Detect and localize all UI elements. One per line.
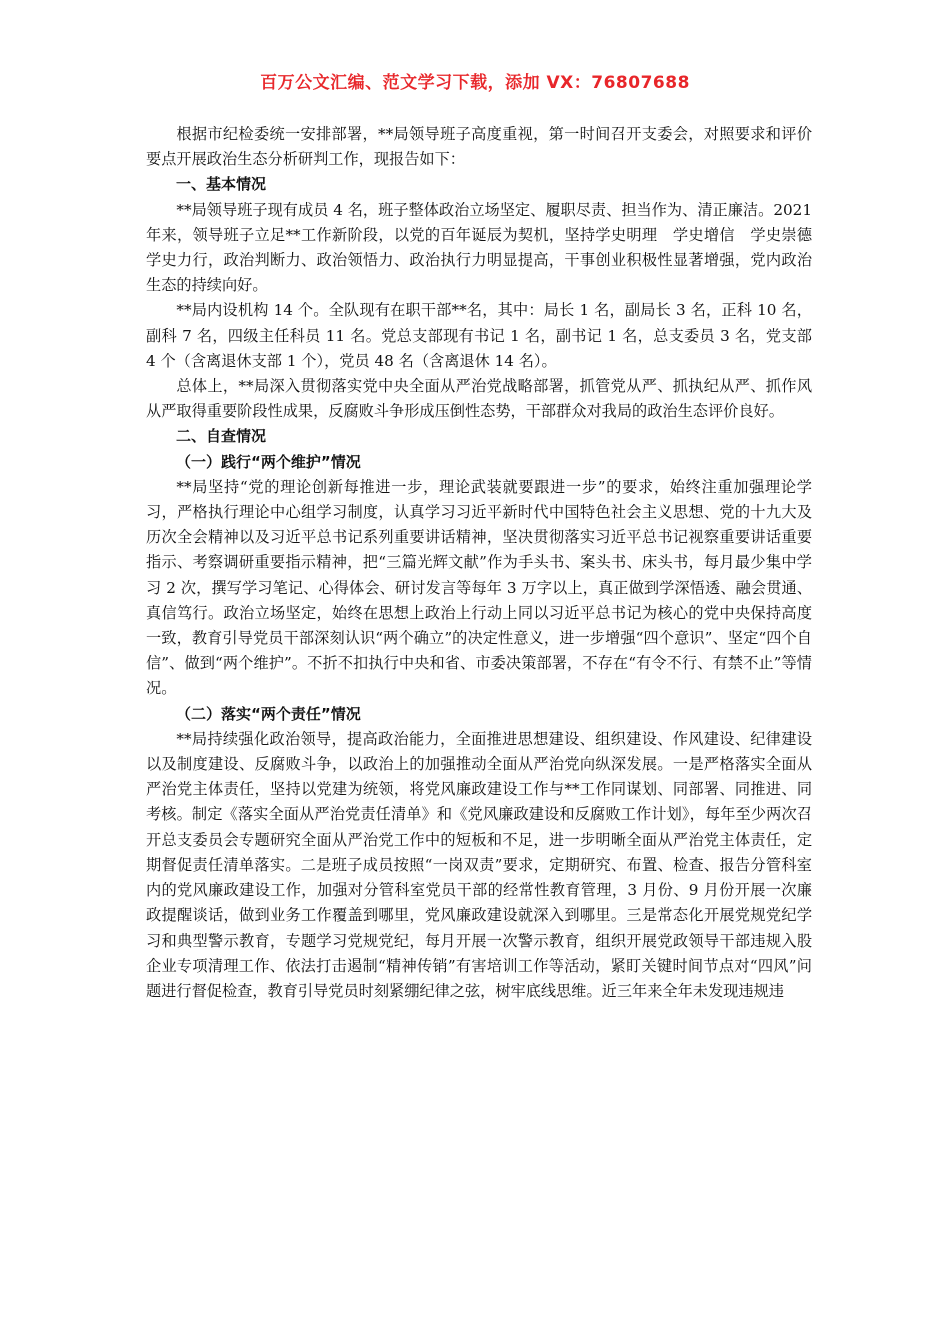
body-paragraph: **局坚持“党的理论创新每推进一步，理论武装就要跟进一步”的要求，始终注重加强理论学习，严格执行理论中心组学习制度，认真学习习近平新时代中国特色社会主义思想、党的十九大及历次全会精神以及习近平总书记系列重要讲话精神，坚决贯彻落实习近平总书记视察重要讲话重要指示、考察调研重要指示精神，把“三篇光辉文献”作为手头书、案头书、床头书，每月最少集中学习 2 次，撰写学习笔记、心得体会、研讨发言等每年 3 万字以上，真正做到学深悟透、融会贯通、真信笃行。政治立场坚定，始终在思想上政治上行动上同以习近平总书记为核心的党中央保持高度一致，教育引导党员干部深刻认识“两个确立”的决定性意义，进一步增强“四个意识”、坚定“四个自信”、做到“两个维护”。不折不扣执行中央和省、市委决策部署，不存在“有令不行、有禁不止”等情况。 <box>146 477 812 698</box>
subsection-heading-two-responsibilities: （二）落实“两个责任”情况 <box>176 704 361 723</box>
body-paragraph: 总体上，**局深入贯彻落实党中央全面从严治党战略部署，抓管党从严、抓执纪从严、抓作风从严取得重要阶段性成果，反腐败斗争形成压倒性态势，干部群众对我局的政治生态评价良好。 <box>146 377 812 421</box>
section-heading-basic: 一、基本情况 <box>176 175 267 194</box>
section-heading-self-check: 二、自查情况 <box>176 427 267 446</box>
intro-paragraph: 根据市纪检委统一安排部署，**局领导班子高度重视，第一时间召开支委会，对照要求和评价要点开展政治生态分析研判工作，现报告如下： <box>146 125 812 169</box>
subsection-heading-two-safeguards: （一）践行“两个维护”情况 <box>176 452 361 471</box>
body-paragraph: **局领导班子现有成员 4 名，班子整体政治立场坚定、履职尽责、担当作为、清正廉洁。2021 年来，领导班子立足**工作新阶段，以党的百年诞辰为契机，坚持学史明理 学史增信 学史崇德 学史力行，政治判断力、政治领悟力、政治执行力明显提高，干事创业积极性显著增强，党内政治生态的持续向好。 <box>146 200 828 295</box>
body-paragraph: **局内设机构 14 个。全队现有在职干部**名，其中：局长 1 名，副局长 3 名，正科 10 名，副科 7 名，四级主任科员 11 名。党总支部现有书记 1 名，副书记 1 名，总支委员 3 名，党支部 4 个（含离退休支部 1 个），党员 48 名（含离退休 14 名）。 <box>146 301 812 370</box>
body-paragraph: **局持续强化政治领导，提高政治能力，全面推进思想建设、组织建设、作风建设、纪律建设以及制度建设、反腐败斗争，以政治上的加强推动全面从严治党向纵深发展。一是严格落实全面从严治党主体责任，坚持以党建为统领，将党风廉政建设工作与**工作同谋划、同部署、同推进、同考核。制定《落实全面从严治党责任清单》和《党风廉政建设和反腐败工作计划》，每年至少两次召开总支委员会专题研究全面从严治党工作中的短板和不足，进一步明晰全面从严治党主体责任，定期督促责任清单落实。二是班子成员按照“一岗双责”要求，定期研究、布置、检查、报告分管科室内的党风廉政建设工作，加强对分管科室党员干部的经常性教育管理，3 月份、9 月份开展一次廉政提醒谈话，做到业务工作覆盖到哪里，党风廉政建设就深入到哪里。三是常态化开展党规党纪学习和典型警示教育，专题学习党规党纪，每月开展一次警示教育，组织开展党政领导干部违规入股企业专项清理工作、依法打击遏制“精神传销”有害培训工作等活动，紧盯关键时间节点对“四风”问题进行督促检查，教育引导党员时刻紧绷纪律之弦，树牢底线思维。近三年来全年未发现违规违 <box>146 729 812 1000</box>
promo-banner: 百万公文汇编、范文学习下载，添加 VX：76807688 <box>260 73 690 93</box>
document-body <box>146 122 828 1004</box>
